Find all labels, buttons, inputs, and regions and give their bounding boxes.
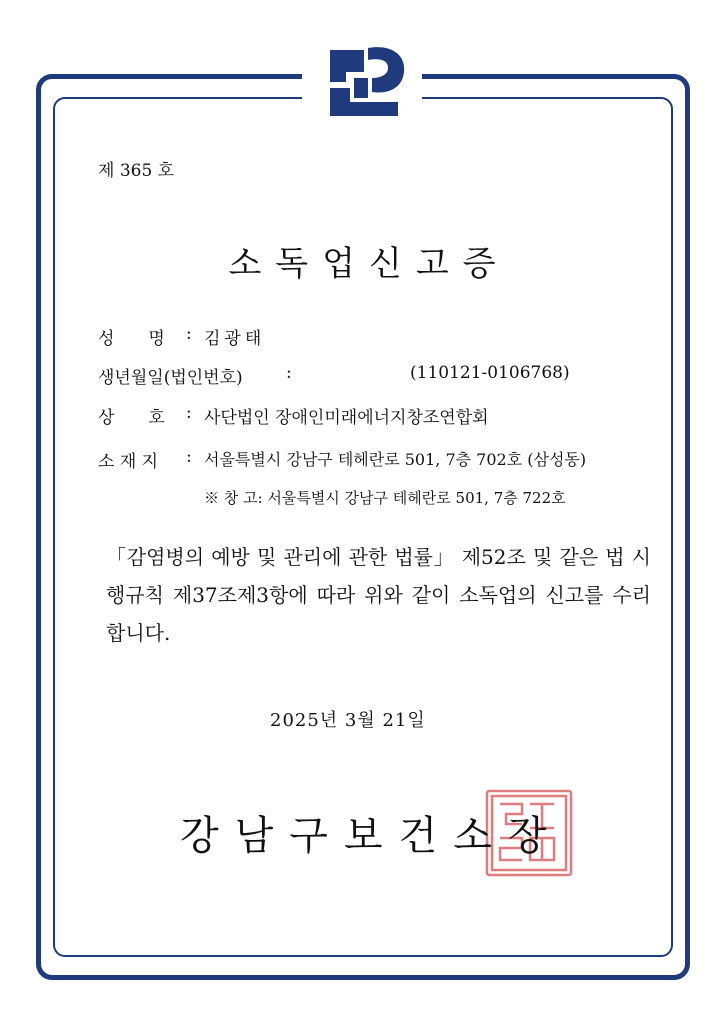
issue-date: 2025년 3월 21일 <box>270 710 426 731</box>
field-name-label: 성 명 <box>98 329 165 349</box>
field-name-value: 김광태 <box>204 329 266 349</box>
field-birth-colon: : <box>286 363 292 383</box>
field-business-colon: : <box>186 403 192 423</box>
field-address-colon: : <box>186 447 192 467</box>
issuer-name: 강남구보건소장 <box>180 813 563 859</box>
field-address-label: 소 재 지 <box>98 452 159 472</box>
field-business-label: 상 호 <box>98 408 165 428</box>
field-birth-label: 생년월일(법인번호) <box>98 368 243 388</box>
field-birth-value: (110121-0106768) <box>410 363 570 383</box>
field-address-value: 서울특별시 강남구 테헤란로 501, 7층 702호 (삼성동) <box>204 450 587 469</box>
field-business-value: 사단법인 장애인미래에너지창조연합회 <box>204 408 489 428</box>
page-title: 소독업신고증 <box>228 244 510 284</box>
district-emblem-icon <box>302 42 422 120</box>
field-name-colon: : <box>186 324 192 344</box>
certificate-body: 「감염병의 예방 및 관리에 관한 법률」 제52조 및 같은 법 시행규칙 제37조제3항에 따라 위와 같이 소독업의 신고를 수리합니다. <box>106 545 651 645</box>
certificate-number: 제 365 호 <box>98 161 175 181</box>
warehouse-note: ※ 창 고: 서울특별시 강남구 테헤란로 501, 7층 722호 <box>204 489 566 507</box>
